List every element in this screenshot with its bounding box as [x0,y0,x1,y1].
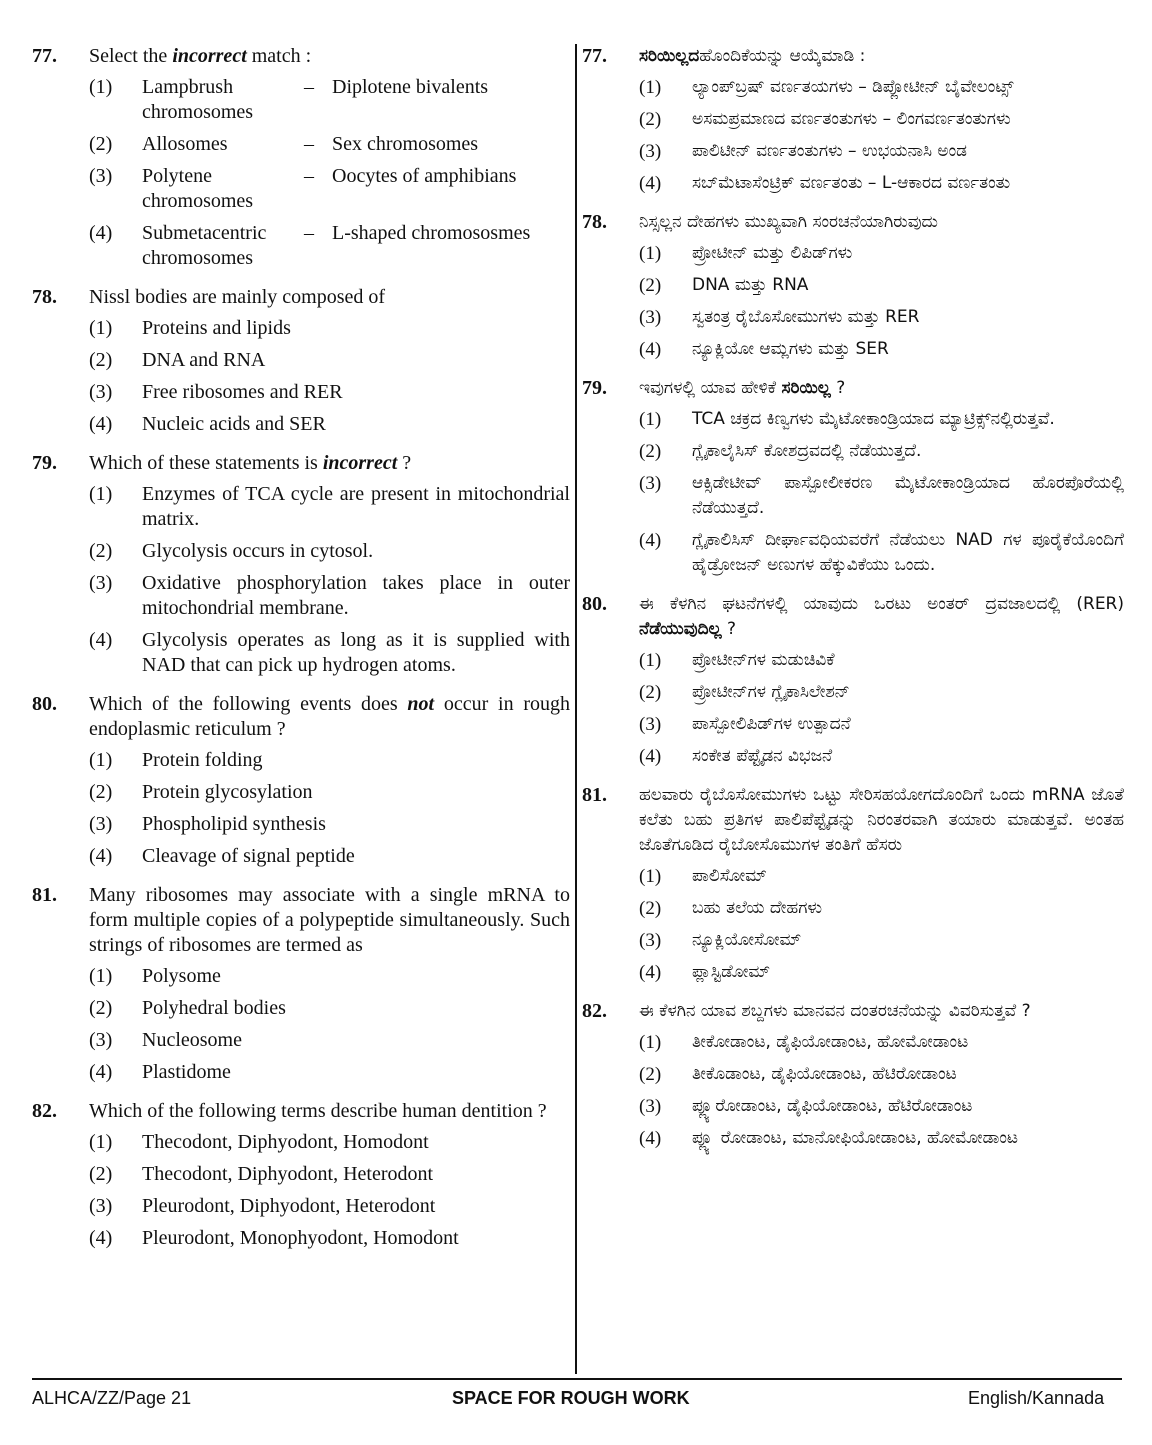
option: (4) Nucleic acids and SER [89,413,326,435]
option: (4) Glycolysis operates as long as it is supplied with NAD that can pick up hydrogen atoms. [89,629,570,676]
question-text: Which of the following events does not occur in rough endoplasmic reticulum ? [89,693,570,740]
question-number: 82. [582,1000,607,1022]
option: (1) ಲ್ಯಾಂಪ್‌ಬ್ರಷ್ ವರ್ಣತಯಗಳು – ಡಿಪ್ಲೋಟೀನ್ ಬೈವೇಲಂಟ್ಸ್ [639,77,1014,98]
column-divider [575,44,577,1374]
question-number: 78. [32,286,57,308]
option: (3) Phospholipid synthesis [89,813,326,835]
question-number: 79. [582,377,607,399]
question-81-en [32,883,570,1085]
option: (2) Polyhedral bodies [89,997,286,1019]
option: (3) ಪ್ಲ್ಯೂರೋಡಾಂಟ, ಡೈಫಿಯೋಡಾಂಟ, ಹೆಟಿರೋಡಾಂಟ [639,1096,973,1117]
option: (3) ಸ್ವತಂತ್ರ ರೈಬೊಸೋಮುಗಳು ಮತ್ತು RER [639,307,920,328]
question-80-kn [582,592,1124,769]
option: (2) Thecodont, Diphyodont, Heterodont [89,1163,434,1185]
question-80-en [32,692,570,869]
option: (4) Plastidome [89,1061,231,1083]
option: (4) ಪ್ಲಾಸ್ಟಿಡೋಮ್ [639,962,771,983]
option: (2) ಗ್ಲೈಕಾಲೈಸಿಸ್ ಕೋಶದ್ರವದಲ್ಲಿ ನೆಡೆಯುತ್ತದೆ. [639,441,922,462]
option: (1) Lampbrush chromosomes – Diplotene bivalents [89,76,489,123]
question-number: 81. [32,884,57,906]
question-text: ಈ ಕೆಳಗಿನ ಘಟನೆಗಳಲ್ಲಿ ಯಾವುದು ಒರಟು ಅಂತರ್ ದ್ರವಜಾಲದಲ್ಲಿ (RER) ನೆಡೆಯುವುದಿಲ್ಲ ? [639,594,1124,639]
question-78-en [32,285,570,437]
option: (1) Protein folding [89,749,263,771]
option: (1) Proteins and lipids [89,317,291,339]
question-79-kn [582,376,1124,578]
question-82-kn [582,999,1124,1151]
option: (2) DNA ಮತ್ತು RNA [639,275,809,296]
option: (2) DNA and RNA [89,349,266,371]
option: (4) ನ್ಯೂಕ್ಲಿಯೋ ಆಮ್ಲಗಳು ಮತ್ತು SER [639,339,889,360]
option: (4) Cleavage of signal peptide [89,845,355,867]
option: (3) ಪಾಲಿಟೀನ್ ವರ್ಣತಂತುಗಳು – ಉಭಯನಾಸಿ ಅಂಡ [639,141,967,162]
kannada-column [582,44,1124,1165]
question-81-kn [582,783,1124,985]
question-77-en [32,44,570,271]
english-column [32,44,570,1265]
option: (4) Submetacentric chromosomes – L-shaped chromososmes [89,222,531,269]
option: (1) Thecodont, Diphyodont, Homodont [89,1131,429,1153]
question-77-kn [582,44,1124,196]
option: (3) ನ್ಯೂಕ್ಲಿಯೋಸೋಮ್ [639,930,802,951]
question-text: Which of the following terms describe human dentition ? [89,1100,547,1122]
option: (3) Polytene chromosomes – Oocytes of amphibians [89,165,517,212]
option: (3) ಆಕ್ಸಿಡೇಟೀವ್ ಪಾಸ್ಪೋಲೀಕರಣ ಮೈಟೋಕಾಂಡ್ರಿಯಾದ ಹೊರಪೊರೆಯಲ್ಲಿ ನೆಡೆಯುತ್ತದೆ. [639,473,1124,518]
language-label: English/Kannada [968,1388,1105,1408]
question-number: 80. [582,593,607,615]
question-number: 82. [32,1100,57,1122]
option: (3) Pleurodont, Diphyodont, Heterodont [89,1195,436,1217]
option: (4) ಸಬ್‌ಮೆಟಾಸೆಂಟ್ರಿಕ್ ವರ್ಣತಂತು – L-ಆಕಾರದ ವರ್ಣತಂತು [639,173,1011,194]
question-text: ಈ ಕೆಳಗಿನ ಯಾವ ಶಬ್ದಗಳು ಮಾನವನ ದಂತರಚನೆಯನ್ನು ವಿವರಿಸುತ್ತವೆ ? [639,1001,1031,1021]
question-text: ಹಲವಾರು ರೈಬೊಸೋಮುಗಳು ಒಟ್ಟು ಸೇರಿಸಹಯೋಗದೊಂದಿಗೆ ಒಂದು mRNA ಜೊತೆ ಕಲೆತು ಬಹು ಪ್ರತಿಗಳ ಪಾಲಿಪೆಪ್ಟೈಡನ್ನು ನಿರಂತರವಾಗಿ ತಯಾರು ಮಾಡುತ್ತವೆ. ಅಂತಹ ಜೊತೆಗೂಡಿದ ರೈಬೋಸೊಮುಗಳ ತಂತಿಗೆ ಹೆಸರು [639,785,1124,855]
option: (2) Allosomes – Sex chromosomes [89,133,479,155]
option: (3) Oxidative phosphorylation takes place in outer mitochondrial membrane. [89,572,570,619]
question-text: ಸರಿಯಿಲ್ಲದಹೊಂದಿಕೆಯನ್ನು ಆಯ್ಕೆಮಾಡಿ : [639,46,866,66]
option: (3) Free ribosomes and RER [89,381,343,403]
question-number: 79. [32,452,57,474]
option: (4) Pleurodont, Monophyodont, Homodont [89,1227,459,1249]
option: (1) ಪ್ರೋಟೀನ್‌ಗಳ ಮಡುಚಿವಿಕೆ [639,650,835,671]
question-number: 81. [582,784,607,806]
question-number: 80. [32,693,57,715]
question-text: Nissl bodies are mainly composed of [89,286,386,308]
option: (3) ಪಾಸ್ಪೋಲಿಪಿಡ್‌ಗಳ ಉತ್ಪಾದನೆ [639,714,851,735]
option: (2) ತೀಕೊಡಾಂಟ, ಡೈಫಿಯೋಡಾಂಟ, ಹೆಟಿರೋಡಾಂಟ [639,1064,957,1085]
option: (4) ಪ್ಲ್ಯೂ ರೋಡಾಂಟ, ಮಾನೋಫಿಯೋಡಾಂಟ, ಹೋಮೋಡಾಂಟ [639,1128,1019,1149]
option: (4) ಸಂಕೇತ ಪೆಪ್ಟೈಡನ ವಿಭಜನೆ [639,746,833,767]
option: (1) ಪಾಲಿಸೋಮ್ [639,866,767,887]
question-number: 78. [582,211,607,233]
option: (1) ಪ್ರೋಟೀನ್ ಮತ್ತು ಲಿಪಿಡ್‌ಗಳು [639,243,853,264]
option: (2) Protein glycosylation [89,781,313,803]
option: (1) ತೀಕೋಡಾಂಟ, ಡೈಫಿಯೋಡಾಂಟ, ಹೋಮೋಡಾಂಟ [639,1032,969,1053]
question-text: ಇವುಗಳಲ್ಲಿ ಯಾವ ಹೇಳಿಕೆ ಸರಿಯಿಲ್ಲ ? [639,378,846,398]
question-text: ನಿಸ್ಸಲ್ಲನ ದೇಹಗಳು ಮುಖ್ಯವಾಗಿ ಸಂರಚನೆಯಾಗಿರುವುದು [639,212,938,232]
question-79-en [32,451,570,678]
rough-work-label: SPACE FOR ROUGH WORK [452,1388,690,1408]
footer-rule [32,1378,1122,1380]
question-number: 77. [582,45,607,67]
question-text: Which of these statements is incorrect ? [89,452,412,474]
option: (4) ಗ್ಲೈಕಾಲಿಸಿಸ್ ದೀರ್ಘಾವಧಿಯವರೆಗೆ ನೆಡೆಯಲು NAD ಗಳ ಪೂರೈಕೆಯೊಂದಿಗೆ ಹೈಡ್ರೋಜನ್ ಅಣುಗಳ ಹೆಕ್ಕುವಿಕೆಯು ಒಂದು. [639,530,1124,575]
option: (2) ಬಹು ತಲೆಯ ದೇಹಗಳು [639,898,823,919]
option: (1) Enzymes of TCA cycle are present in mitochondrial matrix. [89,483,570,530]
option: (1) Polysome [89,965,221,987]
option: (2) Glycolysis occurs in cytosol. [89,540,374,562]
question-text: Many ribosomes may associate with a single mRNA to form multiple copies of a polypeptide simultaneously. Such strings of ribosomes are termed as [89,884,570,956]
option: (3) Nucleosome [89,1029,242,1051]
question-text: Select the incorrect match : [89,45,312,67]
option: (2) ಪ್ರೋಟೀನ್‌ಗಳ ಗ್ಲೈಕಾಸಿಲೇಶನ್ [639,682,850,703]
question-78-kn [582,210,1124,362]
question-82-en [32,1099,570,1251]
page-code: ALHCA/ZZ/Page 21 [32,1388,192,1408]
option: (1) TCA ಚಕ್ರದ ಕಿಣ್ವಗಳು ಮೈಟೋಕಾಂಡ್ರಿಯಾದ ಮ್ಯಾಟ್ರಿಕ್ಸ್‌ನಲ್ಲಿರುತ್ತವೆ. [639,409,1055,430]
question-number: 77. [32,45,57,67]
option: (2) ಅಸಮಪ್ರಮಾಣದ ವರ್ಣತಂತುಗಳು – ಲಿಂಗವರ್ಣತಂತುಗಳು [639,109,1011,130]
